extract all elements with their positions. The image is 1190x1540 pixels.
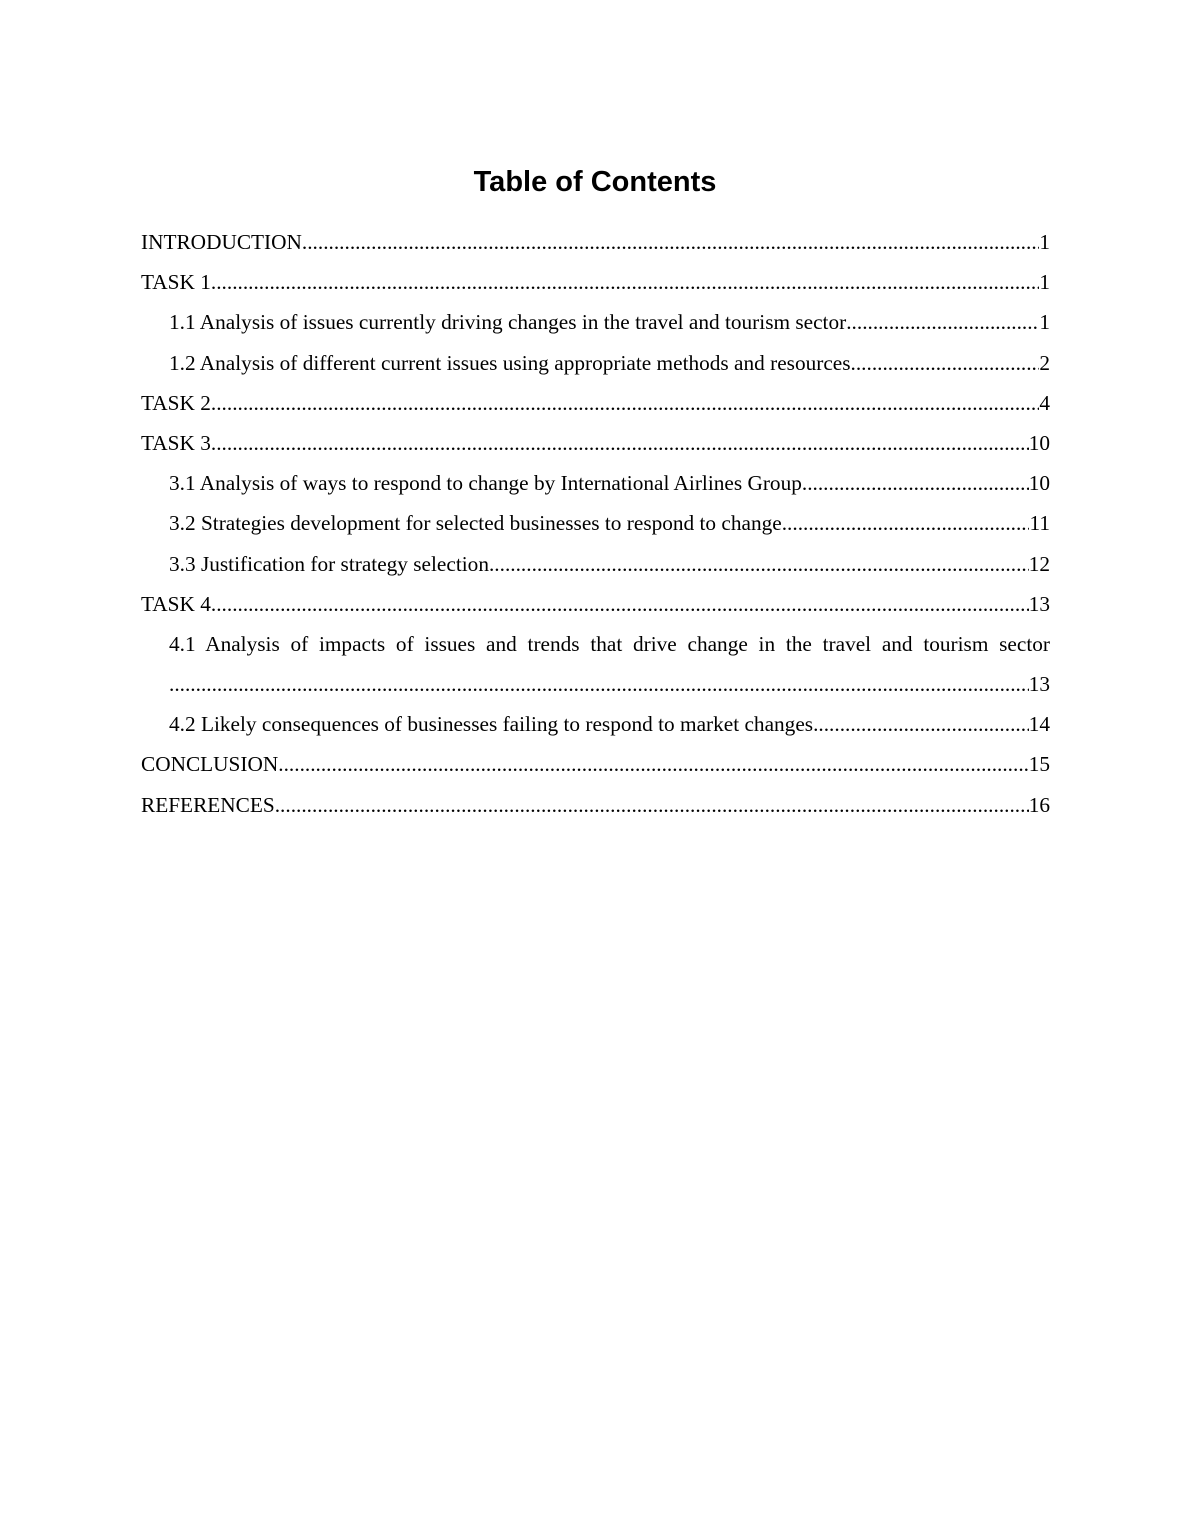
toc-dot-leader xyxy=(169,664,1029,704)
toc-entry-leader-line xyxy=(169,664,1050,704)
toc-page-number: 1 xyxy=(1039,230,1050,254)
toc-entry-label: INTRODUCTION xyxy=(141,230,302,254)
toc-entry-4-2[interactable] xyxy=(141,704,1050,744)
toc-dot-leader xyxy=(489,544,1029,584)
toc-entry-label: 4.1 Analysis of impacts of issues and trends that drive change in the travel and tourism sector xyxy=(169,631,1050,656)
toc-page-number: 1 xyxy=(1039,310,1050,335)
toc-dot-leader xyxy=(211,262,1039,302)
toc-entry-label: 3.3 Justification for strategy selection xyxy=(169,551,489,576)
toc-entry-label: TASK 4 xyxy=(141,591,211,616)
toc-dot-leader xyxy=(211,383,1039,423)
toc-entry-references[interactable] xyxy=(141,785,1050,825)
toc-page-number: 13 xyxy=(1028,591,1050,616)
toc-dot-leader xyxy=(802,463,1029,503)
toc-entry-3-2[interactable] xyxy=(141,503,1050,543)
toc-entry-1-2[interactable] xyxy=(141,343,1050,383)
toc-dot-leader xyxy=(302,222,1039,262)
toc-page-number: 13 xyxy=(1028,672,1050,697)
toc-dot-leader xyxy=(211,423,1029,463)
toc-entry-task-4[interactable] xyxy=(141,584,1050,624)
toc-dot-leader xyxy=(846,302,1039,342)
toc-page-number: 15 xyxy=(1028,752,1050,777)
toc-entry-3-3[interactable] xyxy=(141,544,1050,584)
toc-dot-leader xyxy=(851,343,1040,383)
toc-entry-label: 1.1 Analysis of issues currently driving changes in the travel and tourism sector xyxy=(169,310,847,335)
toc-entry-label: TASK 2 xyxy=(141,390,211,415)
toc-page-number: 16 xyxy=(1028,792,1050,817)
toc-entry-label: TASK 3 xyxy=(141,430,211,455)
toc-entry-task-1[interactable] xyxy=(141,262,1050,302)
toc-dot-leader xyxy=(782,503,1030,543)
toc-dot-leader xyxy=(275,785,1029,825)
toc-dot-leader xyxy=(278,744,1028,784)
toc-dot-leader xyxy=(813,704,1029,744)
toc-title: Table of Contents xyxy=(473,166,717,198)
toc-entry-4-1[interactable] xyxy=(141,624,1050,704)
toc-entry-3-1[interactable] xyxy=(141,463,1050,503)
toc-page-number: 14 xyxy=(1028,712,1050,737)
toc-entry-label: 4.2 Likely consequences of businesses failing to respond to market changes xyxy=(169,712,814,737)
toc-entry-label: 1.2 Analysis of different current issues using appropriate methods and resources xyxy=(169,350,851,375)
toc-entry-conclusion[interactable] xyxy=(141,744,1050,784)
toc-page-number: 2 xyxy=(1039,350,1050,375)
toc-entry-task-2[interactable] xyxy=(141,383,1050,423)
toc-page-number: 10 xyxy=(1028,430,1050,455)
toc-page-number: 10 xyxy=(1028,471,1050,496)
toc-entry-label: CONCLUSION xyxy=(141,752,279,777)
toc-entry-label: 3.1 Analysis of ways to respond to change by International Airlines Group xyxy=(169,471,802,496)
toc-entry-1-1[interactable] xyxy=(141,302,1050,342)
toc-entry-label: REFERENCES xyxy=(141,792,275,817)
toc-page-number: 1 xyxy=(1039,270,1050,295)
toc-entry-label: 3.2 Strategies development for selected businesses to respond to change xyxy=(169,511,782,536)
toc-page-number: 12 xyxy=(1028,551,1050,576)
toc-page-number: 4 xyxy=(1039,390,1050,415)
toc-entry-introduction[interactable] xyxy=(141,222,1050,262)
toc-dot-leader xyxy=(211,584,1029,624)
toc-page-number: 11 xyxy=(1029,511,1050,536)
toc-list xyxy=(141,222,1050,825)
toc-entry-task-3[interactable] xyxy=(141,423,1050,463)
toc-entry-label: TASK 1 xyxy=(141,270,211,295)
